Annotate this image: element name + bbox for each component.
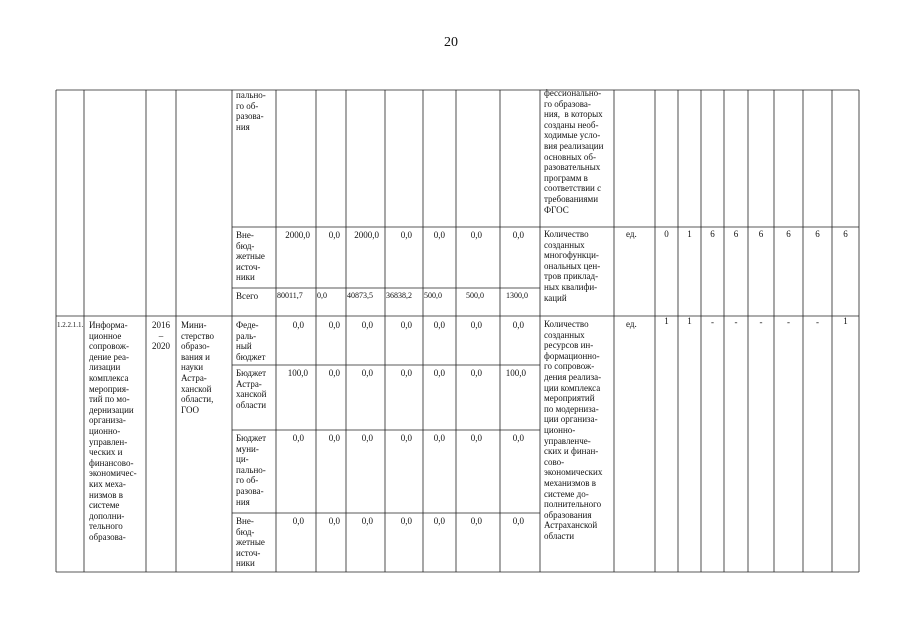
top-total-value: 36838,2 — [386, 291, 412, 300]
top-extrabudget-value: 2000,0 — [354, 230, 379, 240]
source-value: 0,0 — [361, 368, 373, 378]
top-total-value: 500,0 — [424, 291, 442, 300]
top-target: 6 — [786, 229, 791, 239]
source-value: 0,0 — [400, 368, 412, 378]
top-extrabudget-value: 0,0 — [470, 230, 482, 240]
top-target: 6 — [733, 229, 739, 239]
row-target: 1 — [664, 316, 669, 326]
top-extrabudget-value: 0,0 — [400, 230, 412, 240]
top-total-value: 80011,7 — [277, 291, 303, 300]
source-value: 100,0 — [505, 368, 526, 378]
top-target: 6 — [710, 229, 715, 239]
source-value: 0,0 — [470, 320, 482, 330]
top-source-tail: пально- го об- разова- ния — [236, 90, 266, 132]
top-indicator2: Количество созданных многофункци- ональных цен- тров приклад- ных квалифи- каций — [544, 229, 601, 303]
source-value: 0,0 — [433, 320, 445, 330]
top-target: 0 — [664, 229, 669, 239]
source-label: Бюджет муни- ци- пально- го об- разова- ния — [236, 433, 267, 507]
row-name: Информа- ционное сопровож- дение реа- лизации комплекса мероприя- тий по мо- дернизации организа- ционно- управлен- ческих и финансово- экономичес- ких меха- низмов в системе дополни- тельного образова- — [89, 320, 137, 542]
source-value: 0,0 — [512, 516, 524, 526]
top-target: 6 — [843, 229, 848, 239]
top-target: 1 — [687, 229, 692, 239]
page-number: 20 — [444, 35, 458, 50]
top-extrabudget-value: 2000,0 — [285, 230, 310, 240]
row-code: 1.2.2.1.1. — [57, 321, 84, 329]
source-value: 0,0 — [361, 516, 373, 526]
source-value: 0,0 — [292, 516, 304, 526]
source-value: 0,0 — [361, 433, 373, 443]
source-value: 0,0 — [512, 320, 524, 330]
source-value: 0,0 — [328, 368, 340, 378]
top-indicator-tail: фессионально- го образова- ния, в которых созданы необ- ходимые усло- вия реализации основных об- разовательных программ в соответствии с требованиями ФГОС — [544, 88, 604, 215]
row-target: - — [711, 317, 714, 327]
source-label: Бюджет Астра- ханской области — [236, 368, 267, 410]
source-value: 0,0 — [400, 433, 412, 443]
source-value: 0,0 — [328, 320, 340, 330]
row-target: - — [759, 317, 763, 327]
row-period: 2016 – 2020 — [152, 320, 170, 352]
source-value: 0,0 — [470, 516, 482, 526]
row-target: - — [734, 317, 738, 327]
source-value: 0,0 — [433, 433, 445, 443]
source-value: 0,0 — [400, 320, 412, 330]
source-value: 0,0 — [328, 516, 340, 526]
row-target: 1 — [843, 316, 848, 326]
top-extrabudget-value: 0,0 — [328, 230, 340, 240]
row-indicator: Количество созданных ресурсов ин- формационно- го сопровож- дения реализа- ции комплекса мероприятий по модерниза- ции организа- ционно- управленче- ских и финан- сово- экономических механизмов в системе до- полнительного образования Астраханской области — [544, 319, 603, 541]
top-total-value: 500,0 — [466, 291, 484, 300]
source-value: 100,0 — [287, 368, 308, 378]
top-total-value: 0,0 — [317, 291, 327, 300]
row-target: 1 — [687, 316, 692, 326]
source-value: 0,0 — [292, 433, 304, 443]
top-total-label: Всего — [236, 291, 259, 301]
source-value: 0,0 — [512, 433, 524, 443]
top-extrabudget-value: 0,0 — [512, 230, 524, 240]
top-unit: ед. — [626, 229, 637, 239]
source-label: Феде- раль- ный бюджет — [236, 320, 266, 362]
source-value: 0,0 — [470, 433, 482, 443]
top-extrabudget-label: Вне- бюд- жетные источ- ники — [236, 230, 265, 283]
top-target: 6 — [815, 229, 820, 239]
row-target: - — [787, 317, 790, 327]
source-value: 0,0 — [400, 516, 412, 526]
source-value: 0,0 — [361, 320, 373, 330]
top-total-value: 40873,5 — [347, 291, 373, 300]
source-value: 0,0 — [292, 320, 304, 330]
source-value: 0,0 — [433, 368, 445, 378]
row-unit: ед. — [626, 319, 637, 329]
top-total-value: 1300,0 — [506, 291, 528, 300]
top-extrabudget-value: 0,0 — [433, 230, 445, 240]
source-value: 0,0 — [328, 433, 340, 443]
source-value: 0,0 — [470, 368, 482, 378]
source-label: Вне- бюд- жетные источ- ники — [236, 516, 265, 569]
top-target: 6 — [758, 229, 764, 239]
row-target: - — [816, 317, 819, 327]
source-value: 0,0 — [433, 516, 445, 526]
row-executor: Мини- стерство образо- вания и науки Астра- ханской области, ГОО — [181, 320, 215, 415]
